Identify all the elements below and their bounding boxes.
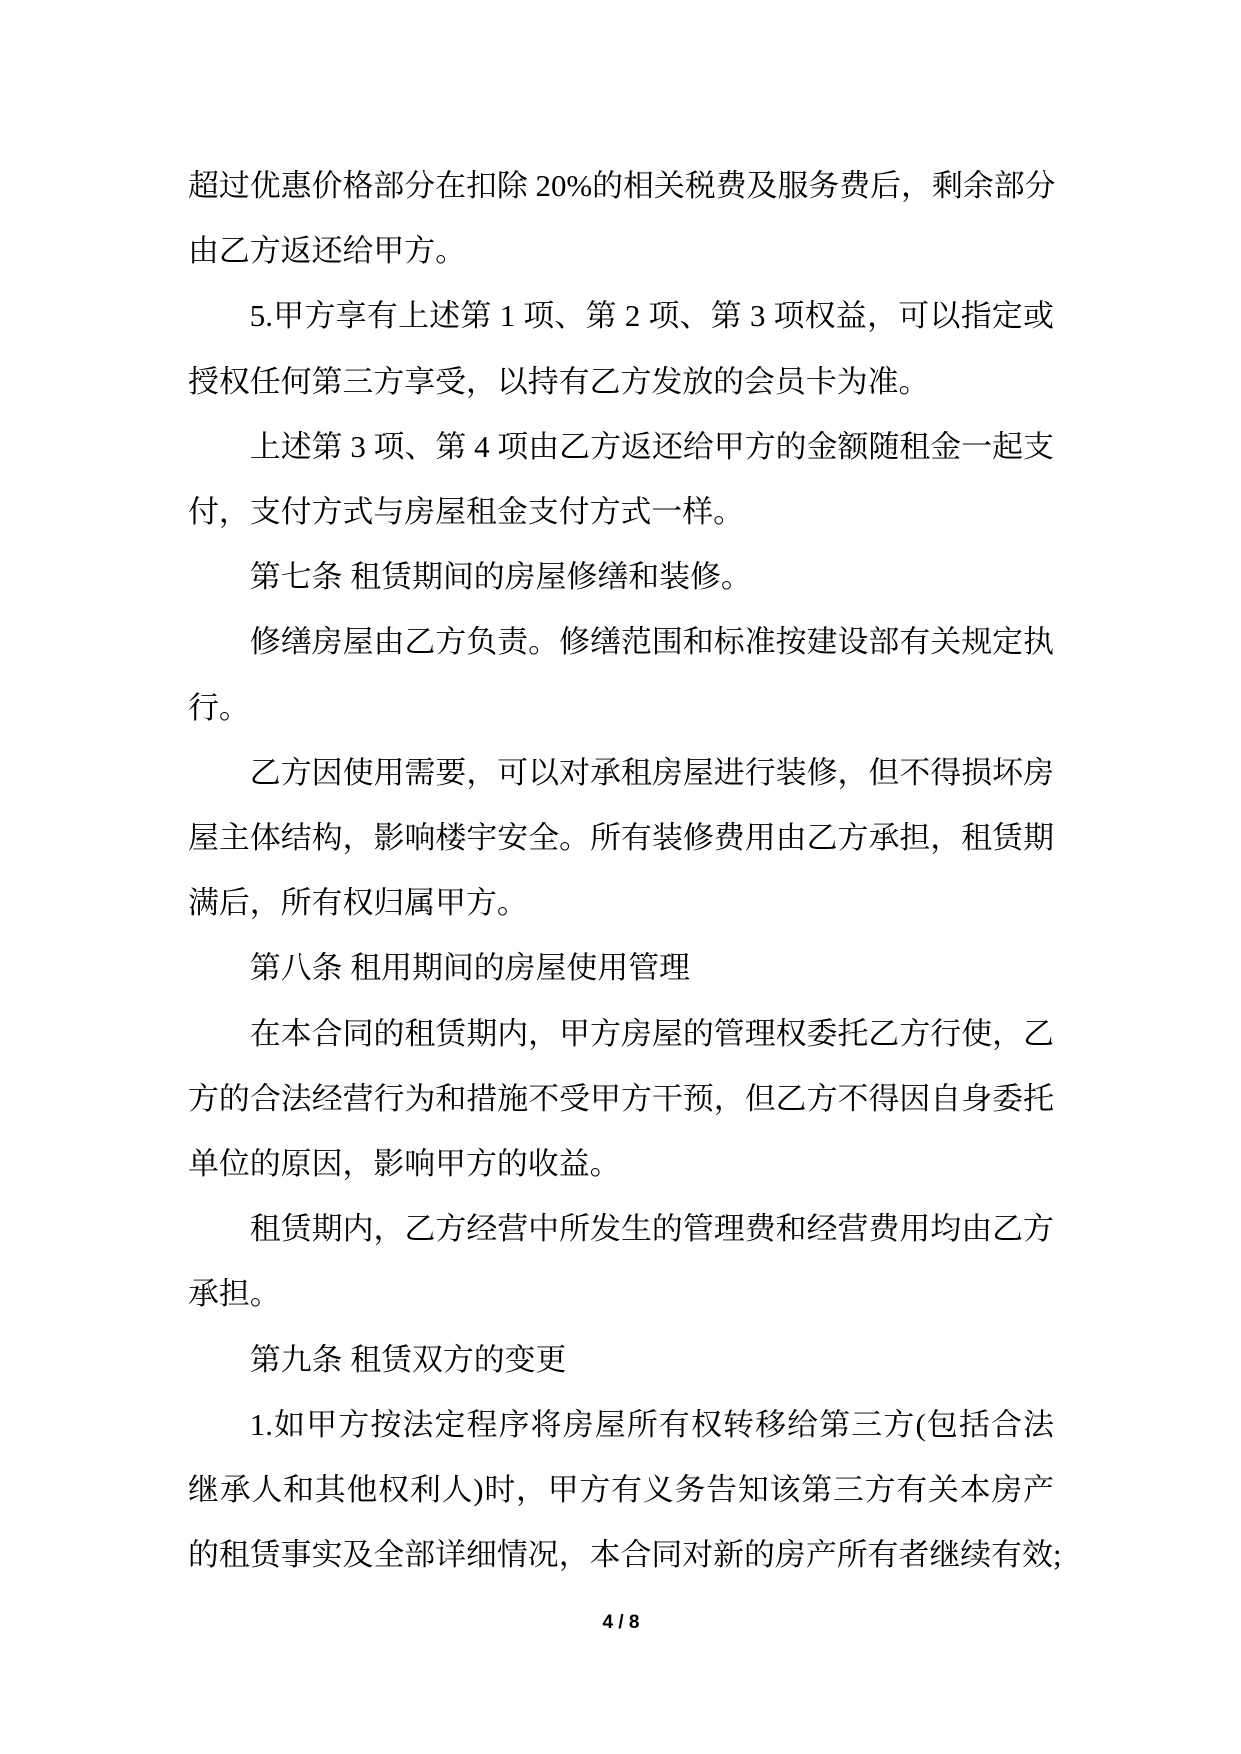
clause-paragraph	[188, 609, 1054, 739]
text-line: 的租赁事实及全部详细情况，本合同对新的房产所有者继续有效;	[188, 1537, 1062, 1573]
heading-line: 第七条 租赁期间的房屋修缮和装修。	[249, 559, 752, 595]
text-line: 满后，所有权归属甲方。	[188, 885, 528, 921]
text-line: 行。	[188, 689, 250, 725]
text-line: 单位的原因，影响甲方的收益。	[188, 1146, 621, 1182]
text-line: 上述第 3 项、第 4 项由乙方返还给甲方的金额随租金一起支	[249, 428, 1054, 464]
clause-paragraph	[188, 1196, 1054, 1326]
text-line: 继承人和其他权利人)时，甲方有义务告知该第三方有关本房产	[188, 1472, 1054, 1508]
heading-line: 第八条 租用期间的房屋使用管理	[249, 950, 690, 986]
text-line: 1.如甲方按法定程序将房屋所有权转移给第三方(包括合法	[249, 1406, 1054, 1442]
text-line: 方的合法经营行为和措施不受甲方干预，但乙方不得因自身委托	[188, 1080, 1054, 1116]
text-line: 付，支付方式与房屋租金支付方式一样。	[188, 494, 745, 530]
clause-paragraph	[188, 1001, 1054, 1197]
clause-paragraph	[188, 740, 1054, 936]
clause-paragraph	[188, 283, 1054, 413]
text-line: 乙方因使用需要，可以对承租房屋进行装修，但不得损坏房	[249, 754, 1054, 790]
page-number: 4 / 8	[602, 1612, 640, 1633]
text-line: 租赁期内，乙方经营中所发生的管理费和经营费用均由乙方	[249, 1211, 1054, 1247]
heading-line: 第九条 租赁双方的变更	[249, 1341, 567, 1377]
clause-paragraph	[188, 414, 1054, 544]
text-line: 5.甲方享有上述第 1 项、第 2 项、第 3 项权益，可以指定或	[249, 298, 1054, 334]
text-line: 授权任何第三方享受，以持有乙方发放的会员卡为准。	[188, 363, 930, 399]
article-7-heading	[188, 544, 1054, 609]
clause-paragraph	[188, 1392, 1062, 1588]
text-line: 在本合同的租赁期内，甲方房屋的管理权委托乙方行使，乙	[249, 1015, 1054, 1051]
text-line: 超过优惠价格部分在扣除 20%的相关税费及服务费后，剩余部分	[188, 168, 1056, 203]
article-8-heading	[188, 935, 1054, 1000]
article-9-heading	[188, 1327, 1054, 1392]
text-line: 修缮房屋由乙方负责。修缮范围和标准按建设部有关规定执	[249, 624, 1054, 660]
continued-paragraph	[188, 153, 1054, 283]
text-line: 屋主体结构，影响楼宇安全。所有装修费用由乙方承担，租赁期	[188, 820, 1054, 856]
text-line: 承担。	[188, 1276, 281, 1312]
text-line: 由乙方返还给甲方。	[188, 233, 467, 269]
document-body	[188, 153, 1062, 1587]
